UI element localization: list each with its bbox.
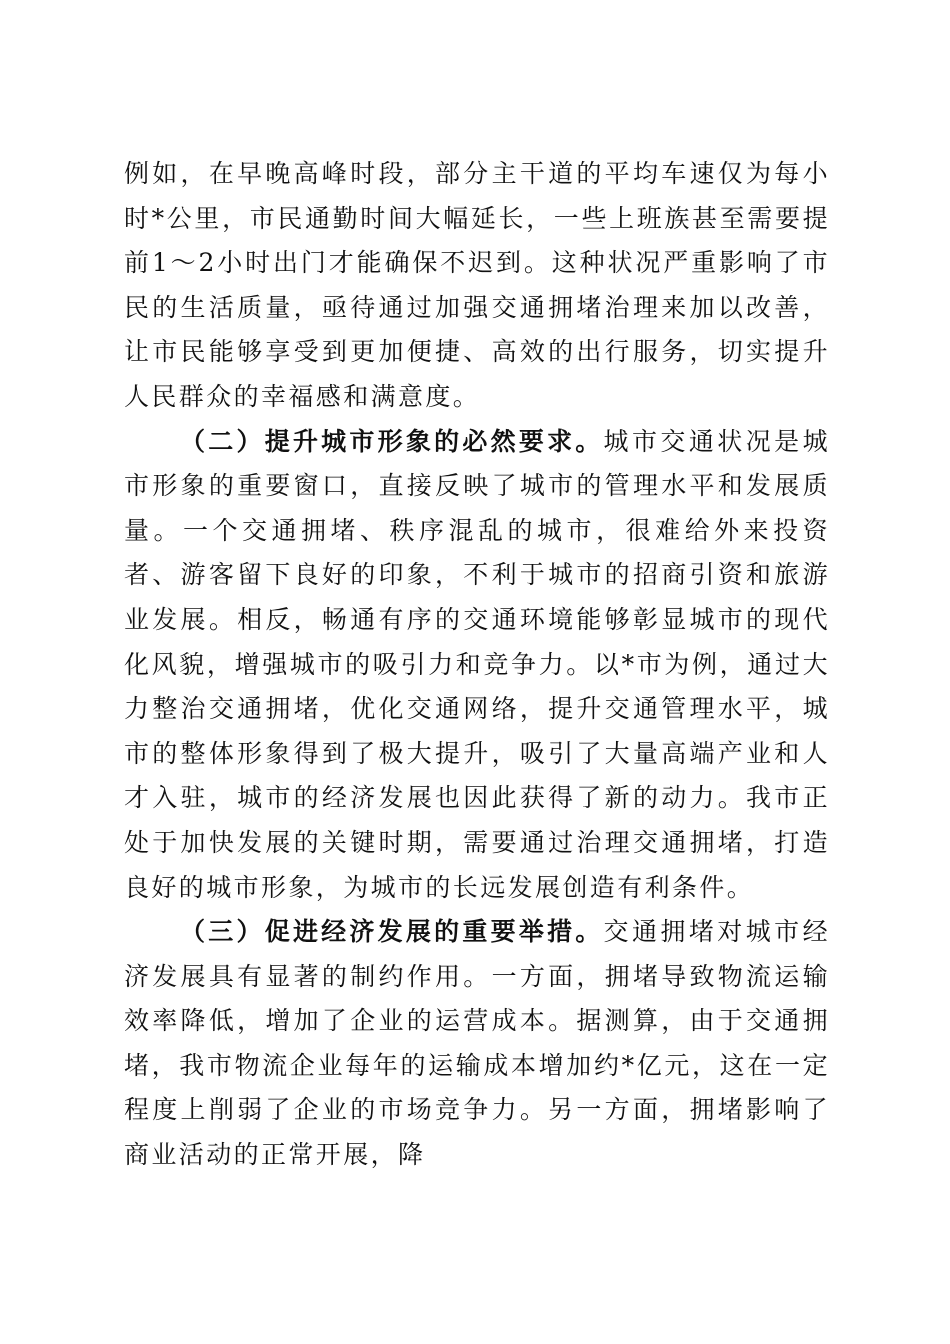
paragraph-body-text: 例如，在早晚高峰时段，部分主干道的平均车速仅为每小时*公里，市民通勤时间大幅延长，一些上班族甚至需要提前1～2小时出门才能确保不迟到。这种状况严重影响了市民的生活质量，亟待通过加强交通拥堵治理来加以改善，让市民能够享受到更加便捷、高效的出行服务，切实提升人民群众的幸福感和满意度。 — [124, 159, 830, 411]
paragraph-commute-impact — [124, 152, 830, 420]
section-heading-economic-development: （三）促进经济发展的重要举措。 — [180, 917, 604, 947]
section-heading-city-image: （二）提升城市形象的必然要求。 — [180, 426, 604, 456]
paragraph-body-text: 城市交通状况是城市形象的重要窗口，直接反映了城市的管理水平和发展质量。一个交通拥堵、秩序混乱的城市，很难给外来投资者、游客留下良好的印象，不利于城市的招商引资和旅游业发展。相反，畅通有序的交通环境能够彰显城市的现代化风貌，增强城市的吸引力和竞争力。以*市为例，通过大力整治交通拥堵，优化交通网络，提升交通管理水平，城市的整体形象得到了极大提升，吸引了大量高端产业和人才入驻，城市的经济发展也因此获得了新的动力。我市正处于加快发展的关键时期，需要通过治理交通拥堵，打造良好的城市形象，为城市的长远发展创造有利条件。 — [124, 426, 830, 902]
paragraph-city-image — [124, 420, 830, 911]
document-body — [124, 152, 830, 1178]
paragraph-body-text: 交通拥堵对城市经济发展具有显著的制约作用。一方面，拥堵导致物流运输效率降低，增加了企业的运营成本。据测算，由于交通拥堵，我市物流企业每年的运输成本增加约*亿元，这在一定程度上削弱了企业的市场竞争力。另一方面，拥堵影响了商业活动的正常开展，降 — [124, 917, 830, 1170]
paragraph-economic-development — [124, 910, 830, 1178]
